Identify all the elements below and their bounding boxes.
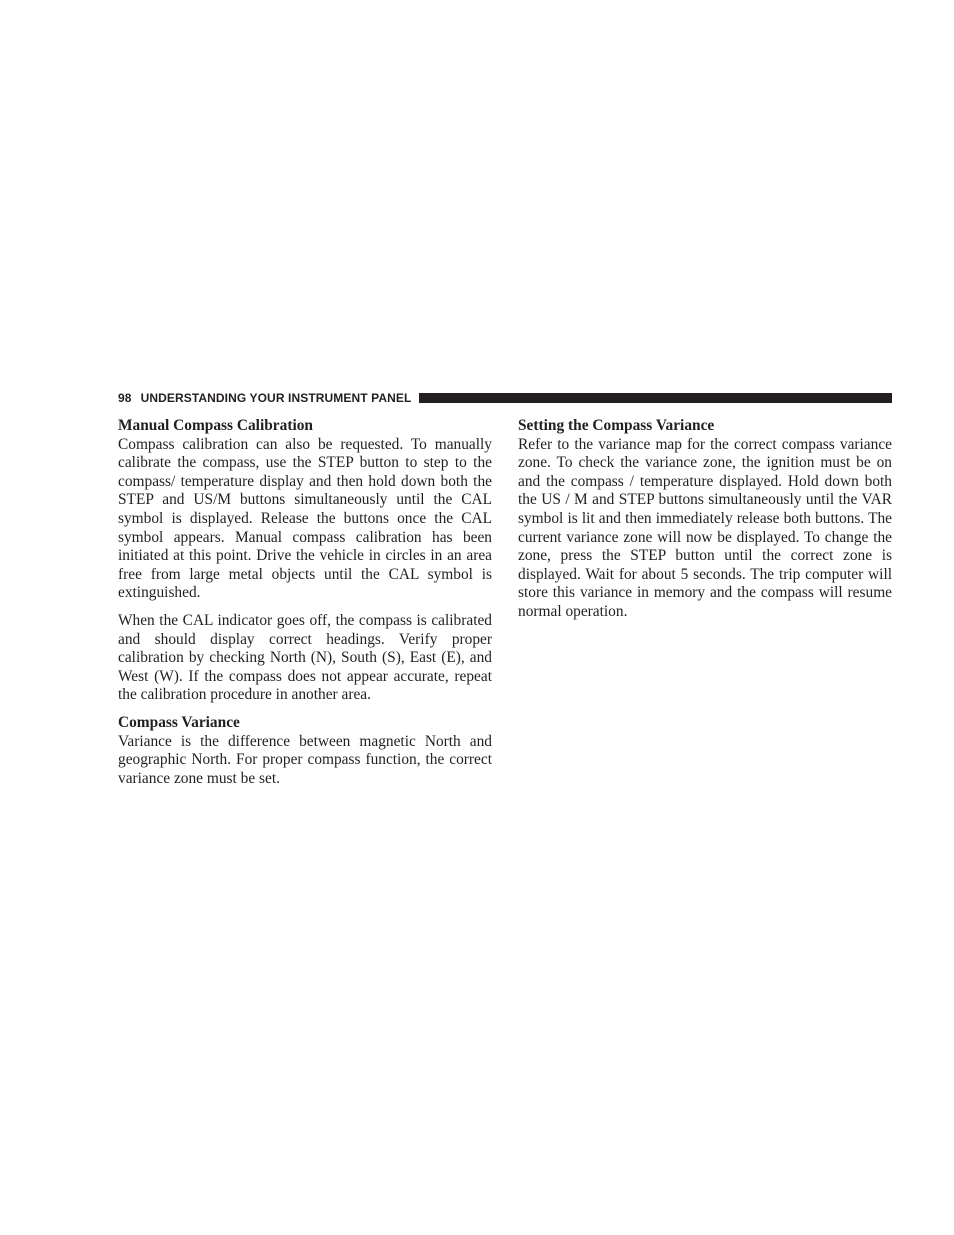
manual-calibration-paragraph-1: Compass calibration can also be requested. To manually calibrate the compass, use the STEP button to step to the compass/ temperature display and then hold down both the STEP and US/M buttons simultaneously until the CAL symbol is displayed. Release the buttons once the CAL symbol appears. Manual compass calibration has been initiated at this point. Drive the vehicle in circles in an area free from large metal objects until the CAL symbol is extinguished. — [118, 435, 492, 602]
page-number: 98 — [118, 391, 132, 405]
left-column — [118, 417, 492, 797]
compass-variance-paragraph: Variance is the difference between magnetic North and geographic North. For proper compass function, the correct variance zone must be set. — [118, 732, 492, 787]
setting-variance-paragraph: Refer to the variance map for the correct compass variance zone. To check the variance zone, the ignition must be on and the compass / temperature displayed. Hold down both the US / M and STEP buttons simultaneously until the VAR symbol is lit and then immediately release both buttons. The current variance zone will now be displayed. To change the zone, press the STEP button until the correct zone is displayed. Wait for about 5 seconds. The trip computer will store this variance in memory and the compass will resume normal operation. — [518, 435, 892, 620]
section-title: UNDERSTANDING YOUR INSTRUMENT PANEL — [140, 391, 412, 405]
right-column — [518, 417, 892, 631]
page-header — [118, 390, 892, 406]
manual-calibration-heading: Manual Compass Calibration — [118, 417, 313, 434]
manual-calibration-paragraph-2: When the CAL indicator goes off, the compass is calibrated and should display correct headings. Verify proper calibration by checking North (N), South (S), East (E), and West (W). If the compass does not appear accurate, repeat the calibration procedure in another area. — [118, 611, 492, 704]
setting-variance-heading: Setting the Compass Variance — [518, 417, 715, 434]
compass-variance-heading: Compass Variance — [118, 713, 240, 731]
header-rule-bar — [419, 393, 892, 403]
